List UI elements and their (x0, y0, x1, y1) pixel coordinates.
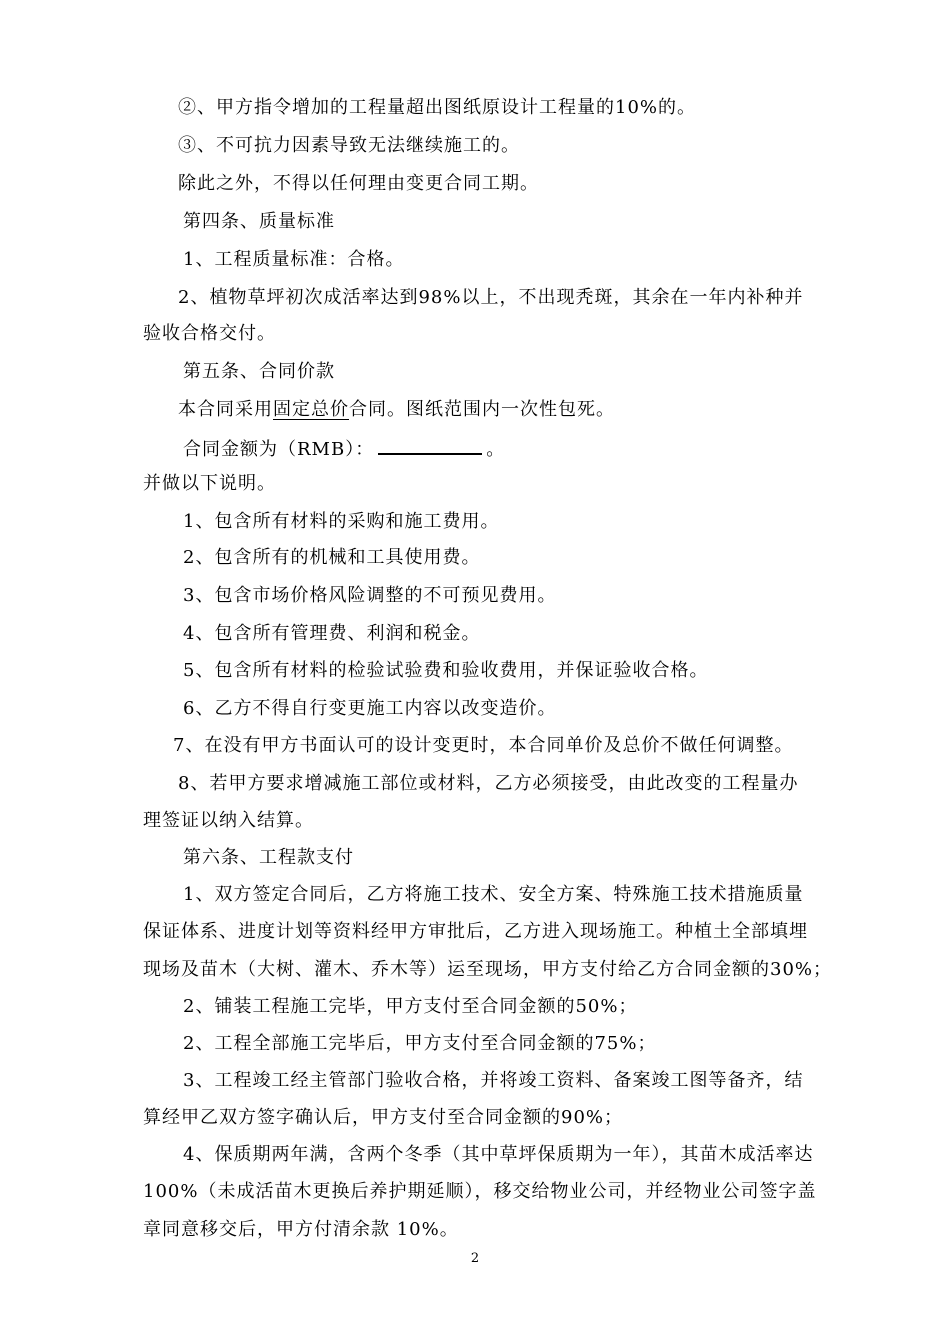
paragraph: 5、包含所有材料的检验试验费和验收费用，并保证验收合格。 (183, 660, 709, 681)
paragraph-suffix: 。 (486, 439, 506, 460)
paragraph: 3、包含市场价格风险调整的不可预见费用。 (183, 585, 557, 606)
paragraph: 2、工程全部施工完毕后，甲方支付至合同金额的75%； (183, 1033, 657, 1054)
page-number: 2 (470, 1251, 480, 1266)
paragraph: 2、植物草坪初次成活率达到98%以上，不出现秃斑，其余在一年内补种并 (178, 287, 804, 308)
paragraph: 2、铺装工程施工完毕，甲方支付至合同金额的50%； (183, 996, 638, 1017)
paragraph-suffix: 合同。图纸范围内一次性包死。 (349, 399, 615, 420)
paragraph: 6、乙方不得自行变更施工内容以改变造价。 (183, 698, 557, 719)
paragraph: 算经甲乙双方签字确认后，甲方支付至合同金额的90%； (143, 1107, 624, 1128)
underlined-term: 固定总价 (273, 399, 349, 420)
paragraph (0, 435, 950, 462)
paragraph: 3、工程竣工经主管部门验收合格，并将竣工资料、备案竣工图等备齐，结 (183, 1070, 804, 1091)
paragraph: 理签证以纳入结算。 (143, 810, 314, 831)
paragraph: 7、在没有甲方书面认可的设计变更时，本合同单价及总价不做任何调整。 (173, 735, 794, 756)
paragraph: 章同意移交后，甲方付清余款 10%。 (143, 1219, 459, 1240)
paragraph: 并做以下说明。 (143, 473, 276, 494)
paragraph: 4、包含所有管理费、利润和税金。 (183, 623, 481, 644)
section-heading: 第五条、合同价款 (183, 361, 335, 382)
section-heading: 第六条、工程款支付 (183, 847, 354, 868)
paragraph: 4、保质期两年满，含两个冬季（其中草坪保质期为一年），其苗木成活率达 (183, 1144, 814, 1165)
amount-blank (378, 435, 482, 455)
paragraph: 1、工程质量标准：合格。 (183, 249, 405, 270)
paragraph: 除此之外，不得以任何理由变更合同工期。 (178, 173, 539, 194)
paragraph: 8、若甲方要求增减施工部位或材料，乙方必须接受，由此改变的工程量办 (178, 773, 799, 794)
paragraph: 2、包含所有的机械和工具使用费。 (183, 547, 481, 568)
section-heading: 第四条、质量标准 (183, 211, 335, 232)
paragraph (0, 398, 950, 422)
paragraph-prefix: 本合同采用 (178, 399, 273, 420)
paragraph-prefix: 合同金额为（RMB）： (183, 439, 375, 460)
paragraph: 1、包含所有材料的采购和施工费用。 (183, 511, 500, 532)
paragraph: ③、不可抗力因素导致无法继续施工的。 (178, 135, 520, 156)
paragraph: 1、双方签定合同后，乙方将施工技术、安全方案、特殊施工技术措施质量 (183, 884, 804, 905)
paragraph: 现场及苗木（大树、灌木、乔木等）运至现场，甲方支付给乙方合同金额的30%； (143, 959, 833, 980)
paragraph: 验收合格交付。 (143, 323, 276, 344)
paragraph: 100%（未成活苗木更换后养护期延顺），移交给物业公司，并经物业公司签字盖 (143, 1181, 817, 1202)
paragraph: 保证体系、进度计划等资料经甲方审批后，乙方进入现场施工。种植土全部填埋 (143, 921, 808, 942)
paragraph: ②、甲方指令增加的工程量超出图纸原设计工程量的10%的。 (178, 97, 697, 118)
